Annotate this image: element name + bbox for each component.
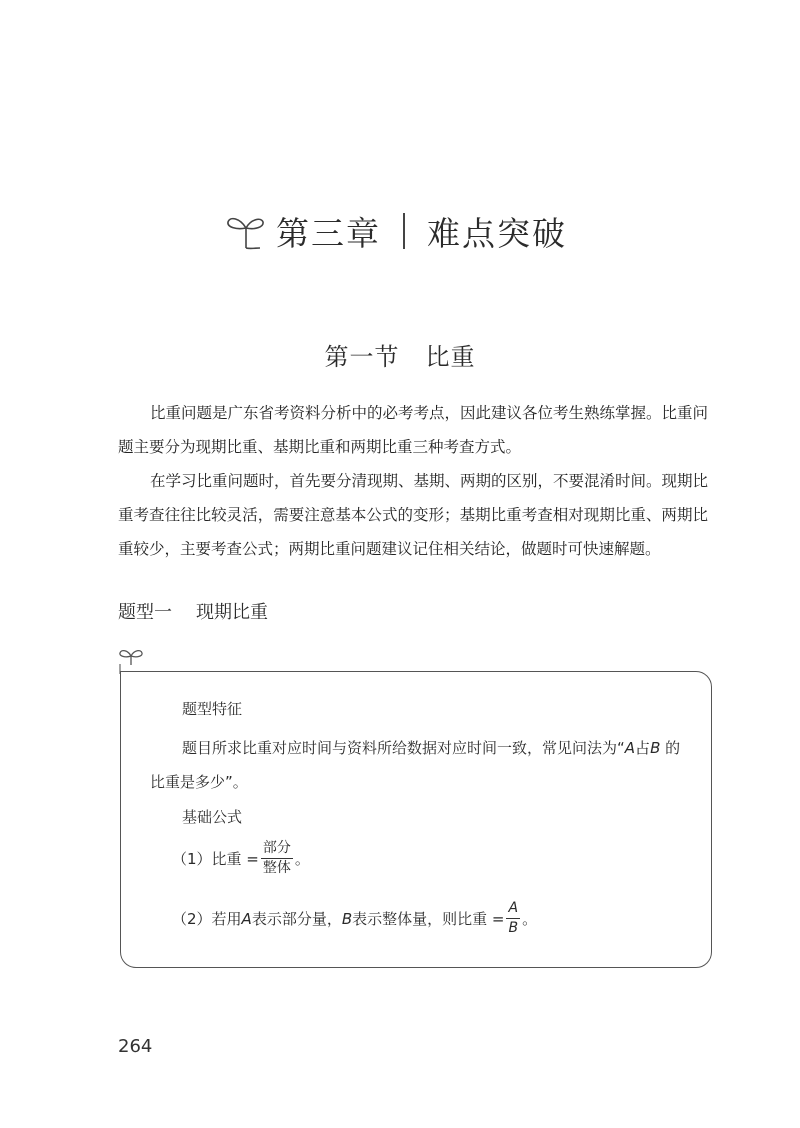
formula-2-var-a: A (241, 909, 252, 928)
question-type-name: 现期比重 (196, 602, 268, 623)
chapter-title: 第三章 (276, 213, 381, 253)
formula-1-fraction (261, 840, 293, 877)
intro-paragraph-1: 比重问题是广东省考资料分析中的必考考点，因此建议各位考生熟练掌握。比重问题主要分为现期比重、基期比重和两期比重三种考查方式。 (118, 404, 709, 456)
chapter-heading (224, 196, 567, 266)
question-type-heading (118, 598, 268, 624)
feature-text-part-a: 题目所求比重对应时间与资料所给数据对应时间一致，常见问法为“ (182, 739, 625, 757)
formula-2-fraction (506, 900, 520, 937)
formula-2 (172, 900, 537, 937)
sprout-icon (224, 208, 270, 254)
intro-paragraph-2: 在学习比重问题时，首先要分清现期、基期、两期的区别，不要混淆时间。现期比重考查往往比较灵活，需要注意基本公式的变形；基期比重考查相对现期比重、两期比重较少，主要考查公式；两期比重问题建议记住相关结论，做题时可快速解题。 (118, 472, 709, 558)
formula-2-denominator: B (508, 920, 519, 936)
page-number: 264 (118, 1036, 153, 1057)
feature-heading: 题型特征 (182, 700, 243, 718)
formula-1-denominator: 整体 (262, 860, 291, 876)
formula-1 (172, 840, 310, 877)
formula-1-suffix: 。 (294, 850, 310, 868)
question-type-label: 题型一 (118, 602, 172, 623)
formula-2-mid-1: 表示部分量， (251, 910, 342, 928)
section-number: 第一节 (324, 343, 400, 371)
section-name: 比重 (425, 343, 476, 371)
variable-b: B (650, 739, 661, 757)
formula-2-var-b: B (341, 909, 353, 928)
feature-text-part-c: 的比重是多少”。 (150, 739, 681, 791)
variable-a: A (624, 739, 636, 757)
formula-2-mid-2: 表示整体量，则比重 = (352, 910, 505, 928)
formula-2-numerator: A (506, 900, 520, 919)
chapter-divider (403, 213, 405, 249)
feature-text (150, 731, 695, 799)
chapter-subtitle: 难点突破 (427, 213, 567, 253)
formula-2-suffix: 。 (522, 910, 538, 928)
formula-2-prefix: （2）若用 (172, 910, 242, 928)
formula-1-numerator: 部分 (261, 840, 293, 859)
formula-heading: 基础公式 (182, 808, 243, 826)
formula-1-prefix: （1）比重 = (172, 850, 259, 868)
section-title (0, 337, 800, 372)
feature-text-part-b: 占 (635, 739, 651, 757)
